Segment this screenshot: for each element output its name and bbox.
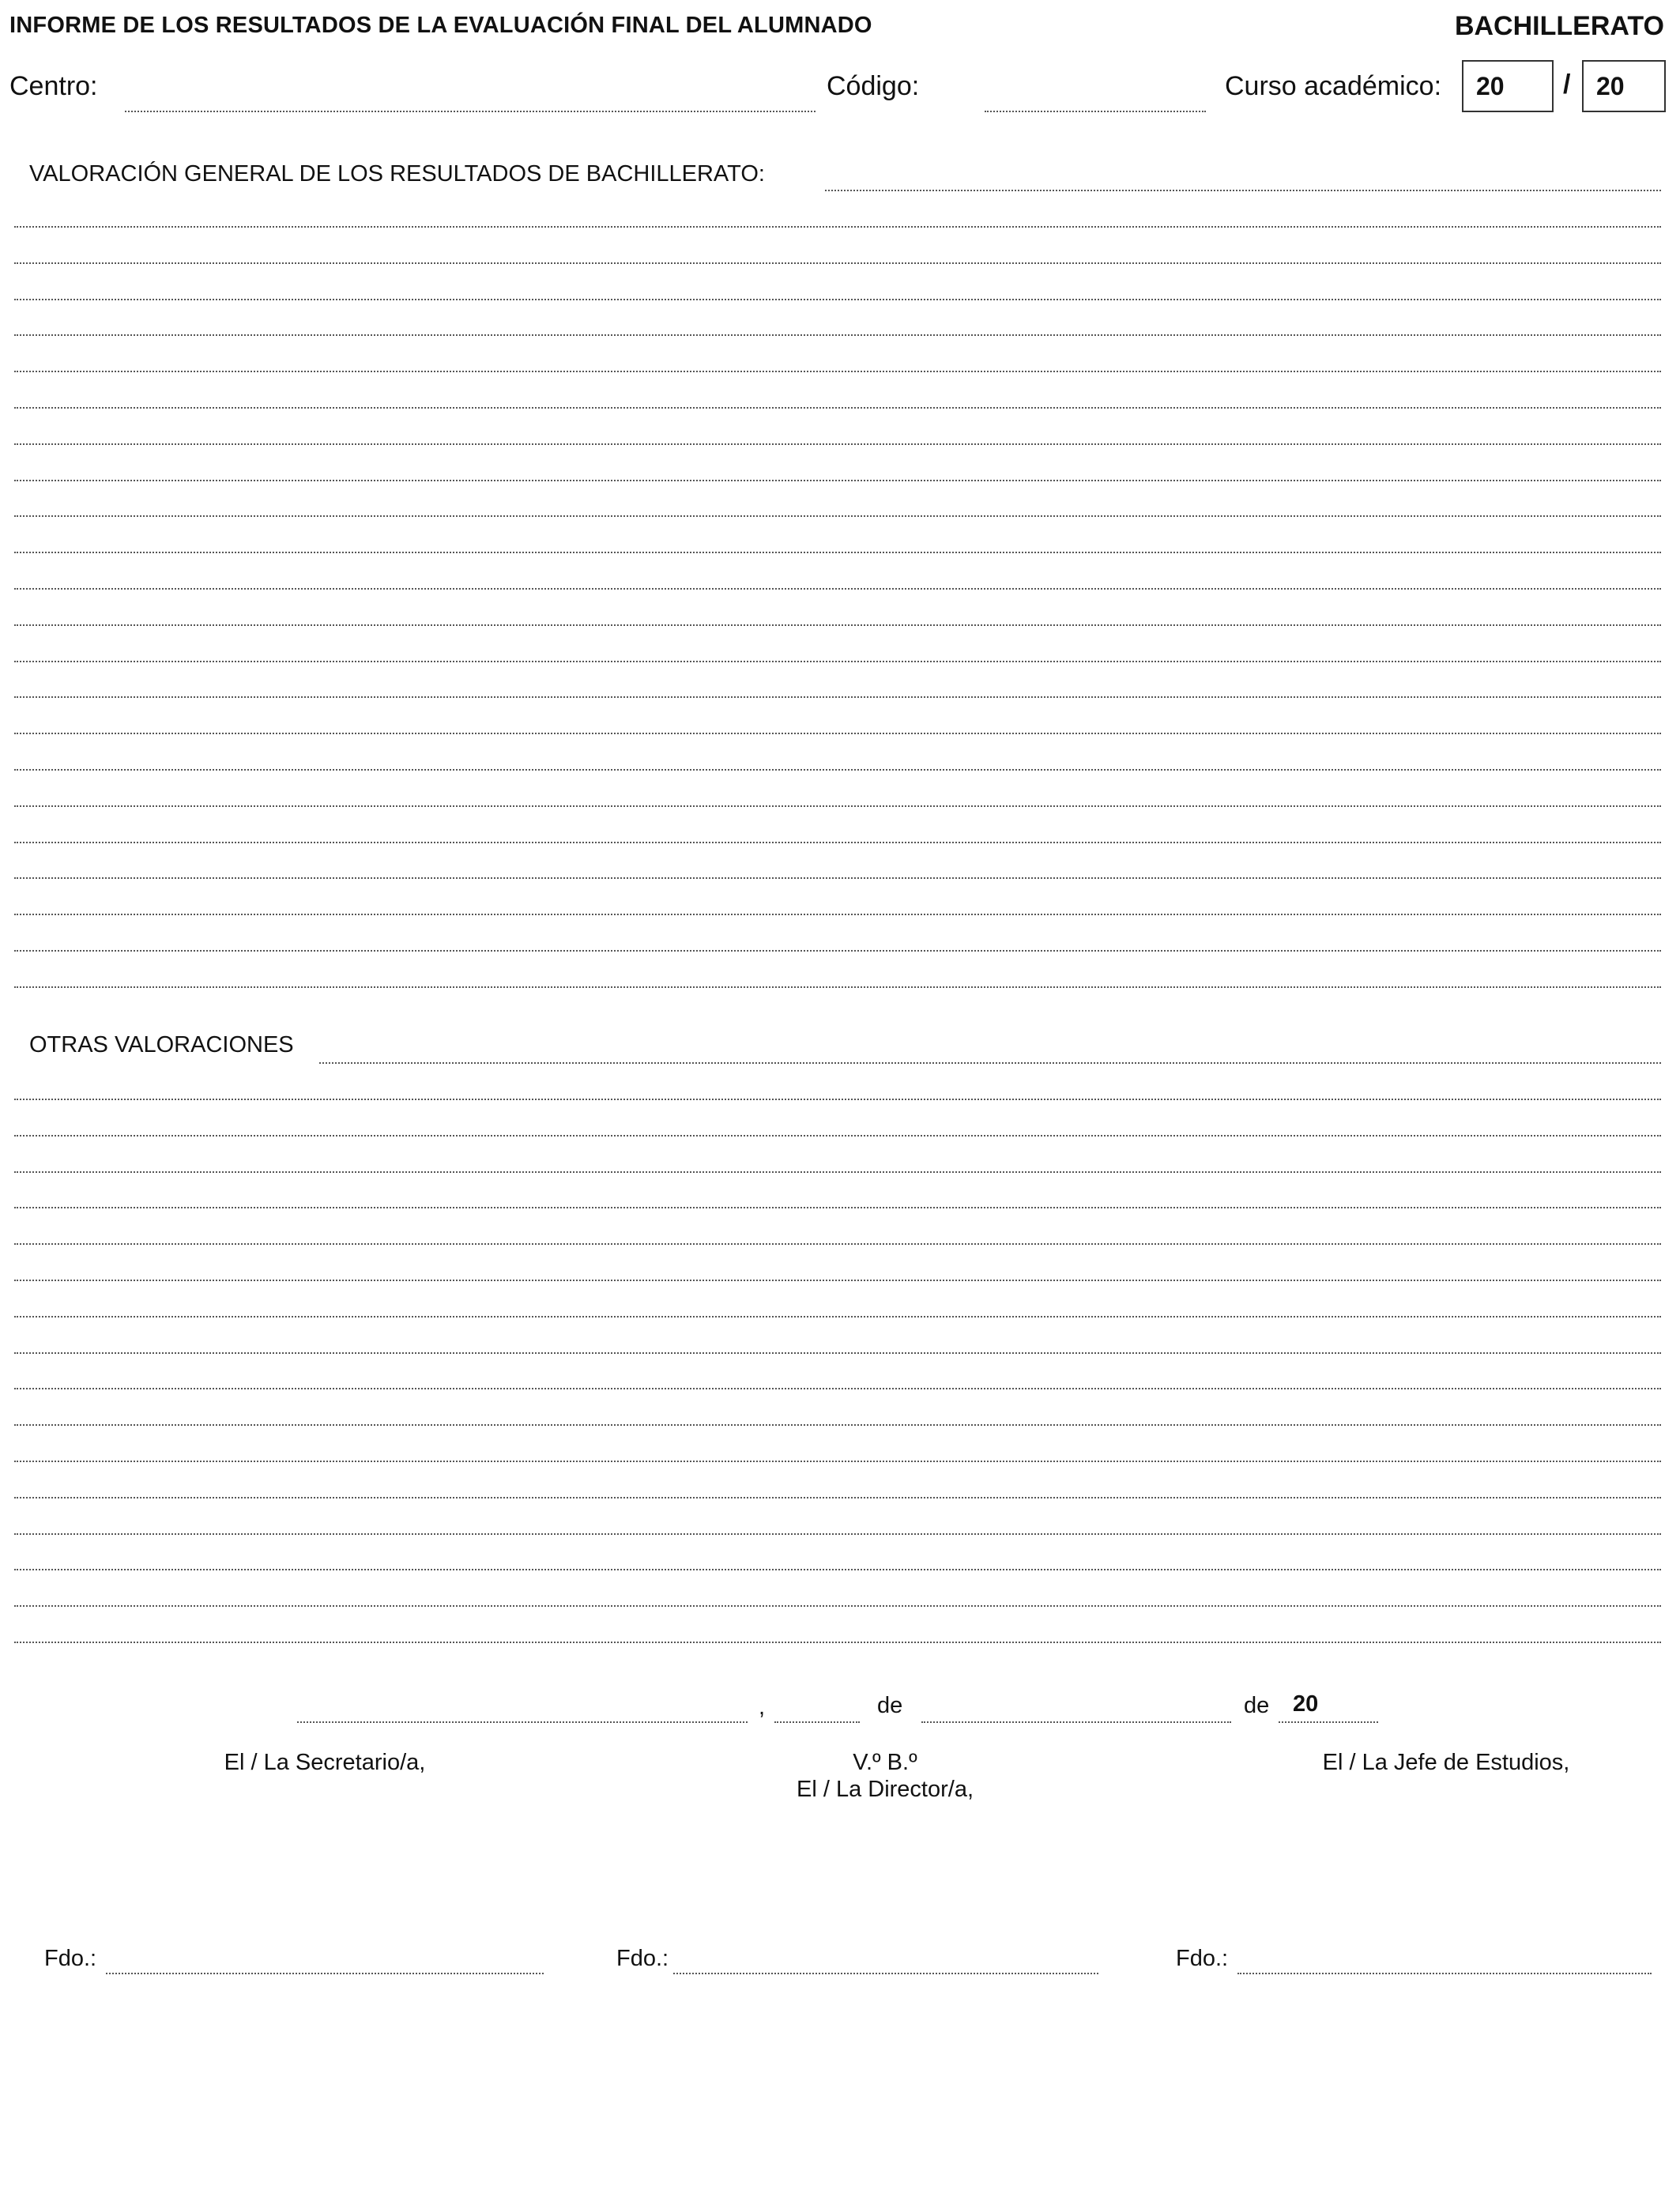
general-evaluation-line[interactable]: [14, 226, 1661, 228]
other-evaluations-line[interactable]: [14, 1569, 1661, 1570]
general-evaluation-line[interactable]: [14, 299, 1661, 300]
general-evaluation-line[interactable]: [14, 407, 1661, 409]
general-evaluation-line[interactable]: [14, 552, 1661, 553]
date-year-field[interactable]: [1279, 1721, 1378, 1723]
other-evaluations-line[interactable]: [14, 1243, 1661, 1245]
head-of-studies-signature-field[interactable]: [1237, 1973, 1652, 1974]
date-comma: ,: [759, 1695, 766, 1720]
general-evaluation-line[interactable]: [14, 877, 1661, 879]
fdo-label-head-of-studies: Fdo.:: [1176, 1946, 1229, 1971]
other-evaluations-line[interactable]: [14, 1171, 1661, 1173]
general-evaluation-line[interactable]: [14, 805, 1661, 807]
secretary-title: El / La Secretario/a,: [224, 1750, 426, 1775]
date-month-field[interactable]: [921, 1721, 1231, 1723]
general-evaluation-label: VALORACIÓN GENERAL DE LOS RESULTADOS DE BACHILLERATO:: [29, 161, 765, 187]
director-title: El / La Director/a,: [796, 1777, 974, 1802]
general-evaluation-line[interactable]: [14, 371, 1661, 372]
other-evaluations-line[interactable]: [14, 1424, 1661, 1426]
general-evaluation-line[interactable]: [14, 443, 1661, 445]
fdo-label-secretary: Fdo.:: [44, 1946, 97, 1971]
other-evaluations-line[interactable]: [14, 1135, 1661, 1137]
other-evaluations-line[interactable]: [14, 1533, 1661, 1535]
course-year-end-field[interactable]: 20: [1582, 60, 1666, 112]
other-evaluations-line[interactable]: [14, 1316, 1661, 1318]
general-evaluation-line[interactable]: [14, 480, 1661, 481]
general-evaluation-first-line[interactable]: [825, 190, 1661, 191]
secretary-signature-field[interactable]: [106, 1973, 544, 1974]
code-label: Código:: [827, 71, 920, 101]
document-title: INFORME DE LOS RESULTADOS DE LA EVALUACIÓN FINAL DEL ALUMNADO: [9, 13, 872, 38]
other-evaluations-line[interactable]: [14, 1280, 1661, 1281]
other-evaluations-line[interactable]: [14, 1497, 1661, 1498]
general-evaluation-line[interactable]: [14, 262, 1661, 264]
general-evaluation-line[interactable]: [14, 624, 1661, 626]
other-evaluations-line[interactable]: [14, 1461, 1661, 1462]
date-year-prefix: 20: [1293, 1691, 1319, 1717]
general-evaluation-line[interactable]: [14, 661, 1661, 662]
general-evaluation-line[interactable]: [14, 588, 1661, 590]
date-de-2: de: [1244, 1693, 1270, 1718]
center-label: Centro:: [9, 71, 98, 101]
course-year-separator: /: [1563, 70, 1571, 100]
other-evaluations-label: OTRAS VALORACIONES: [29, 1032, 294, 1057]
other-evaluations-line[interactable]: [14, 1605, 1661, 1607]
general-evaluation-line[interactable]: [14, 769, 1661, 771]
general-evaluation-line[interactable]: [14, 696, 1661, 698]
other-evaluations-line[interactable]: [14, 1388, 1661, 1389]
general-evaluation-line[interactable]: [14, 950, 1661, 952]
other-evaluations-line[interactable]: [14, 1207, 1661, 1208]
head-of-studies-title: El / La Jefe de Estudios,: [1322, 1750, 1570, 1775]
other-evaluations-line[interactable]: [14, 1642, 1661, 1643]
course-label: Curso académico:: [1225, 71, 1442, 101]
education-level: BACHILLERATO: [1454, 11, 1664, 41]
date-day-field[interactable]: [774, 1721, 860, 1723]
general-evaluation-line[interactable]: [14, 914, 1661, 915]
other-evaluations-line[interactable]: [14, 1352, 1661, 1354]
general-evaluation-line[interactable]: [14, 515, 1661, 517]
date-place-field[interactable]: [297, 1721, 748, 1723]
course-year-start-field[interactable]: 20: [1462, 60, 1554, 112]
general-evaluation-line[interactable]: [14, 842, 1661, 843]
general-evaluation-line[interactable]: [14, 334, 1661, 336]
other-evaluations-first-line[interactable]: [319, 1062, 1661, 1064]
other-evaluations-line[interactable]: [14, 1099, 1661, 1100]
approval-mark: V.º B.º: [853, 1750, 917, 1775]
general-evaluation-line[interactable]: [14, 986, 1661, 988]
general-evaluation-line[interactable]: [14, 733, 1661, 734]
center-field[interactable]: [125, 111, 816, 112]
date-de-1: de: [877, 1693, 903, 1718]
code-field[interactable]: [985, 111, 1206, 112]
director-signature-field[interactable]: [673, 1973, 1098, 1974]
fdo-label-director: Fdo.:: [616, 1946, 669, 1971]
